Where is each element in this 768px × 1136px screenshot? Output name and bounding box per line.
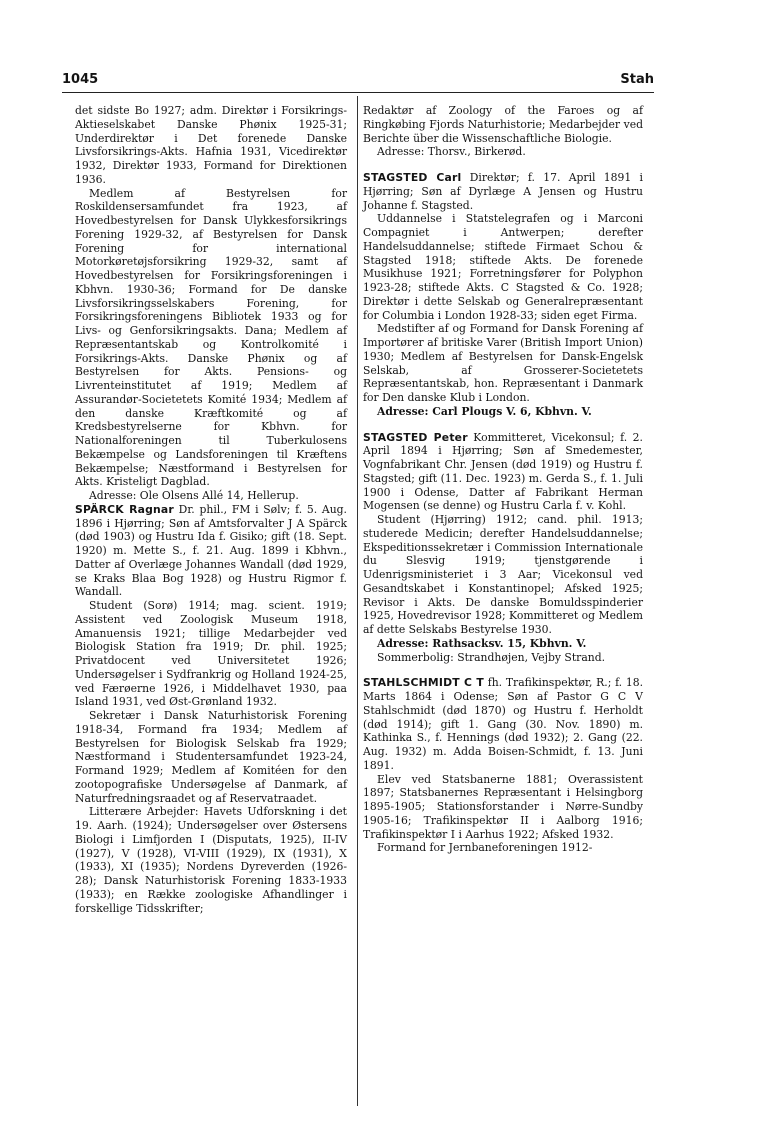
entry-intro-text: Dr. phil., FM i Sølv; f. 5. Aug. 1896 i Hjørring; Søn af Amtsforvalter J A Spärck (død 1903) og Hustru Ida f. Gisiko; gift (18. Sept. 1920) m. Mette S., f. 21. Aug. 1899 i Kbhvn., Datter af Overlæge Johannes Wandall (død 1929, se Kraks Blaa Bog 1928) og Hustru Rigmor f. Wandall. (75, 502, 347, 599)
entry-paragraph: Sekretær i Dansk Naturhistorisk Forening 1918-34, Formand fra 1934; Medlem af Bestyrelsen for Biologisk Selskab fra 1929; Næstformand i Studentersamfundet 1923-24, Formand 1929; Medlem af Komitéen for den zootopografiske Undersøgelse af Danmark, af Naturfredningsraadet og af Reservatraadet. (75, 709, 347, 805)
entry-name: STAGSTED Carl (363, 171, 462, 184)
entry-intro-text: Kommitteret, Vicekonsul; f. 2. April 1894 i Hjørring; Søn af Smedemester, Vognfabrikant Chr. Jensen (død 1919) og Hustru f. Stagsted; gift (11. Dec. 1923) m. Gerda S., f. 1. Juli 1900 i Odense, Datter af Fabrikant Herman Mogensen (se denne) og Hustru Carla f. v. Kohl. (363, 430, 643, 513)
left-column (75, 104, 347, 915)
running-head: Stah (620, 72, 654, 87)
entry-paragraph: Litterære Arbejder: Havets Udforskning i det 19. Aarh. (1924); Undersøgelser over Østersens Biologi i Limfjorden I (Disputats, 1925), II-IV (1927), V (1928), VI-VIII (1929), IX (1931), X (1933), XI (1935); Nordens Dyreverden (1926-28); Dansk Naturhistorisk Forening 1833-1933 (1933); en Række zoologiske Afhandlinger i forskellige Tidsskrifter; (75, 805, 347, 915)
entry-paragraph: Uddannelse i Statstelegrafen og i Marconi Compagniet i Antwerpen; derefter Handelsuddannelse; stiftede Firmaet Schou & Stagsted 1918; stiftede Akts. De forenede Musikhuse 1921; Forretningsfører for Polyphon 1923-28; stiftede Akts. C Stagsted & Co. 1928; Direktør i dette Selskab og Generalrepræsentant for Columbia i London 1928-33; siden eget Firma. (363, 212, 643, 322)
entry-intro-text: fh. Trafikinspektør, R.; f. 18. Marts 1864 i Odense; Søn af Pastor G C V Stahlschmidt (død 1870) og Hustru f. Herholdt (død 1914); gift 1. Gang (30. Nov. 1890) m. Kathinka S., f. Hennings (død 1932); 2. Gang (22. Aug. 1932) m. Adda Boisen-Schmidt, f. 13. Juni 1891. (363, 676, 644, 772)
entry-summer-address: Sommerbolig: Strandhøjen, Vejby Strand. (377, 650, 606, 664)
entry-address: Adresse: Carl Plougs V. 6, Kbhvn. V. (377, 404, 592, 418)
entry-address: Adresse: Rathsacksv. 15, Kbhvn. V. (377, 636, 587, 650)
entry-paragraph: Medstifter af og Formand for Dansk Forening af Importører af britiske Varer (British Import Union) 1930; Medlem af Bestyrelsen for Dansk-Engelsk Selskab, af Grosserer-Societetets Repræsentantskab, hon. Repræsentant i Danmark for Den danske Klub i London. (363, 322, 643, 404)
entry-name: STAGSTED Peter (363, 430, 468, 444)
entry-name: SPÄRCK Ragnar (75, 502, 174, 516)
entry-intro (363, 171, 643, 212)
entry-stahlschmidt (363, 676, 643, 855)
entry-paragraph: Student (Sorø) 1914; mag. scient. 1919; Assistent ved Zoologisk Museum 1918, Amanuensis 1921; tillige Medarbejder ved Biologisk Station fra 1919; Dr. phil. 1925; Privatdocent ved Universitetet 1926; Undersøgelser i Sydfrankrig og Holland 1924-25, ved Færøerne 1926, i Middelhavet 1930, paa Island 1931, ved Øst-Grønland 1932. (75, 599, 347, 709)
entry-sparck-ragnar (75, 503, 347, 916)
entry-intro (363, 676, 643, 772)
entry-address: Adresse: Thorsv., Birkerød. (377, 145, 526, 159)
page-number: 1045 (62, 72, 99, 87)
entry-name: STAHLSCHMIDT C T (363, 676, 484, 690)
page-header (62, 70, 654, 93)
entry-address: Adresse: Ole Olsens Allé 14, Hellerup. (89, 489, 299, 502)
entry-continuation-text: Redaktør af Zoology of the Faroes og af Ringkøbing Fjords Naturhistorie; Medarbejder ved Berichte über die Wissenschaftliche Biologie. (363, 104, 643, 145)
right-column (363, 104, 643, 855)
entry-intro-text: Direktør; f. 17. April 1891 i Hjørring; Søn af Dyrlæge A Jensen og Hustru Johanne f. Stagsted. (363, 171, 644, 212)
entry-intro (363, 431, 643, 514)
entry-stagsted-carl (363, 171, 643, 419)
entry-intro (75, 503, 347, 599)
entry-paragraph: Student (Hjørring) 1912; cand. phil. 1913; studerede Medicin; derefter Handelsuddannelse; Ekspeditionssekretær i Commission Internationale du Slesvig 1919; tjenstgørende i Udenrigsministeriet i 3 Aar; Vicekonsul ved Gesandtskabet i Konstantinopel; Afsked 1925; Revisor i Akts. De danske Bomuldsspinderier 1925, Hovedrevisor 1928; Kommitteret og Medlem af dette Selskabs Bestyrelse 1930. (363, 513, 643, 636)
column-divider (357, 96, 358, 1106)
entry-continuation-text: det sidste Bo 1927; adm. Direktør i Forsikrings-Aktieselskabet Danske Phønix 1925-31; Underdirektør i Det forenede Danske Livsforsikrings-Akts. Hafnia 1931, Vicedirektør 1932, Direktør 1933, Formand for Direktionen 1936. (75, 104, 347, 186)
entry-stagsted-peter (363, 431, 643, 665)
entry-paragraph: Medlem af Bestyrelsen for Roskildensersamfundet fra 1923, af Hovedbestyrelsen for Dansk Ulykkesforsikrings Forening 1929-32, af Bestyrelsen for Dansk Forening for international Motorkøretøjsforsikring 1929-32, samt af Hovedbestyrelsen for Forsikringsforeningen i Kbhvn. 1930-36; Formand for De danske Livsforsikringsselskabers Forening, for Forsikringsforeningens Bibliotek 1933 og for Livs- og Genforsikringsakts. Dana; Medlem af Repræsentantskab og Kontrolkomité i Forsikrings-Akts. Danske Phønix og af Bestyrelsen for Akts. Pensions- og Livrenteinstitutet af 1919; Medlem af Assurandør-Societetets Komité 1934; Medlem af den danske Kræftkomité og af Kredsbestyrelserne for Kbhvn. for Nationalforeningen til Tuberkulosens Bekæmpelse og Landsforeningen til Kræftens Bekæmpelse; Næstformand i Bestyrelsen for Akts. Kristeligt Dagblad. (75, 186, 347, 489)
entry-paragraph: Formand for Jernbaneforeningen 1912- (377, 841, 593, 855)
entry-paragraph: Elev ved Statsbanerne 1881; Overassistent 1897; Statsbanernes Repræsentant i Helsingborg 1895-1905; Stationsforstander i Nørre-Sundby 1905-16; Trafikinspektør II i Aalborg 1916; Trafikinspektør I i Aarhus 1922; Afsked 1932. (363, 772, 643, 841)
